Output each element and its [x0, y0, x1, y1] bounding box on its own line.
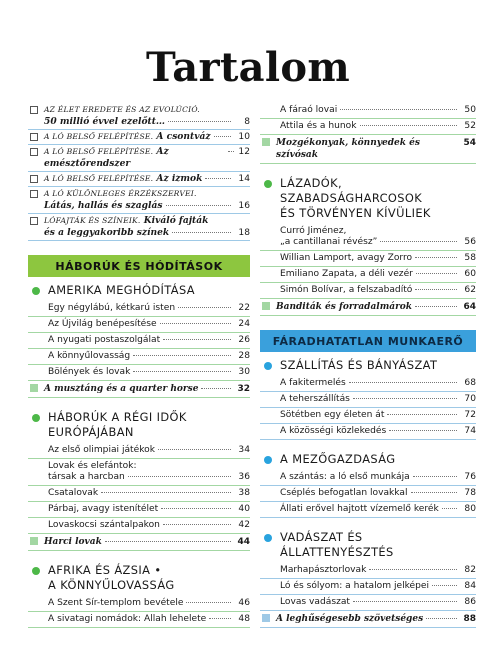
page-number: 28	[238, 351, 250, 361]
summary-title: A musztáng és a quarter horse	[44, 384, 199, 394]
toc-entry-title: Sötétben egy életen át	[280, 410, 385, 420]
section-title	[48, 563, 175, 593]
toc-entry[interactable]	[260, 283, 476, 299]
intro-entry-line	[44, 131, 250, 143]
intro-line-label	[44, 104, 200, 116]
page-number: 76	[464, 472, 476, 482]
toc-entry-title: Willian Lamport, avagy Zorro	[280, 253, 413, 263]
section-amerika	[28, 283, 250, 398]
italic-text: Látás, hallás és szaglás	[44, 200, 163, 211]
intro-line-label	[44, 200, 163, 212]
toc-entry[interactable]	[260, 579, 476, 595]
italic-text: és a leggyakoribb színek	[44, 227, 170, 238]
intro-list	[28, 103, 250, 241]
leader-dots	[172, 232, 231, 233]
leader-dots	[128, 476, 231, 477]
toc-entry-line	[48, 351, 250, 362]
page-number: 22	[238, 303, 250, 313]
page-number: 48	[238, 614, 250, 624]
toc-entry-title: Lovaskocsi szántalpakon	[48, 520, 160, 530]
intro-entry-line	[44, 104, 250, 116]
intro-entry-text	[44, 215, 250, 239]
toc-entry-line	[280, 394, 476, 405]
leader-dots	[166, 205, 232, 206]
leader-dots	[369, 569, 457, 570]
toc-entry[interactable]	[260, 486, 476, 502]
section-title-line: SZÁLLÍTÁS ÉS BÁNYÁSZAT	[280, 358, 438, 372]
intro-entry-text	[44, 173, 250, 185]
intro-entry[interactable]	[28, 172, 250, 187]
section-band-haboruk: HÁBORÚK ÉS HÓDÍTÁSOK	[28, 255, 250, 277]
intro-entry[interactable]	[28, 103, 250, 130]
toc-entry-line	[48, 445, 250, 456]
leader-dots	[353, 398, 457, 399]
leader-dots	[228, 151, 234, 152]
intro-entry-text	[44, 188, 250, 212]
page-number: 68	[464, 378, 476, 388]
toc-entry-title: Az Újvilág benépesítése	[48, 319, 157, 329]
toc-entry[interactable]	[28, 443, 250, 459]
toc-entry-line	[280, 597, 476, 608]
toc-entry-line	[280, 410, 476, 421]
toc-entry-line	[280, 581, 476, 592]
toc-entry[interactable]	[260, 408, 476, 424]
toc-entry-line	[48, 303, 250, 314]
leader-dots	[416, 273, 457, 274]
section-title	[48, 410, 187, 440]
toc-entry[interactable]	[260, 376, 476, 392]
leader-dots	[413, 476, 457, 477]
toc-entry-line	[280, 121, 476, 132]
toc-entry[interactable]	[28, 333, 250, 349]
leader-dots	[353, 601, 457, 602]
page-number: 82	[464, 565, 476, 575]
section-lazadok	[260, 176, 476, 316]
page-number: 62	[464, 285, 476, 295]
small-caps-text: LÓFAJTÁK ÉS SZÍNEIK.	[44, 216, 141, 225]
toc-entry[interactable]	[260, 424, 476, 440]
italic-text: Az izmok	[153, 173, 203, 184]
toc-entry-line	[48, 504, 250, 515]
toc-entry-line	[280, 472, 476, 483]
section-heading	[260, 358, 476, 373]
leader-dots	[360, 125, 457, 126]
toc-entry-title: A fakitermelés	[280, 378, 346, 388]
intro-line-label	[44, 116, 165, 128]
toc-entry-title: társak a harcban	[48, 472, 125, 482]
toc-entry-line	[280, 105, 476, 116]
intro-entry-text	[44, 131, 250, 143]
toc-entry-line	[280, 237, 476, 248]
leader-dots	[101, 492, 231, 493]
section-heading	[28, 410, 250, 440]
bullet-icon	[264, 534, 272, 542]
section-haboruk-europa	[28, 410, 250, 551]
intro-entry-line	[44, 215, 250, 227]
leader-dots	[442, 508, 457, 509]
toc-entry[interactable]	[260, 224, 476, 251]
square-marker-icon	[262, 614, 270, 622]
checkbox-icon	[30, 133, 38, 141]
leader-dots	[158, 449, 231, 450]
toc-entry[interactable]	[260, 502, 476, 518]
toc-entry[interactable]	[260, 392, 476, 408]
toc-entry-title: Az első olimpiai játékok	[48, 445, 155, 455]
section-heading	[260, 176, 476, 221]
toc-entry-line	[48, 367, 250, 378]
toc-right-column	[260, 103, 476, 628]
leader-dots	[209, 618, 231, 619]
italic-text: Az emésztőrendszer	[44, 146, 169, 169]
leader-dots	[340, 109, 457, 110]
toc-entry-line	[280, 426, 476, 437]
small-caps-text: A LÓ BELSŐ FELÉPÍTÉSE.	[44, 147, 154, 156]
toc-entry-line	[280, 378, 476, 389]
page-number: 46	[238, 598, 250, 608]
page-number: 26	[238, 335, 250, 345]
page-number: 24	[238, 319, 250, 329]
section-band-munkaero: FÁRADHATATLAN MUNKAERŐ	[260, 330, 476, 352]
page-number: 86	[464, 597, 476, 607]
italic-text: A csontváz	[153, 131, 211, 142]
toc-entry[interactable]	[260, 267, 476, 283]
intro-entry[interactable]	[28, 187, 250, 214]
toc-entry[interactable]	[260, 595, 476, 611]
page-number: 44	[237, 537, 250, 547]
intro-entry[interactable]	[28, 130, 250, 145]
section-title	[280, 452, 395, 467]
bullet-icon	[32, 287, 40, 295]
page-number: 8	[244, 117, 250, 127]
toc-entry[interactable]	[28, 518, 250, 534]
toc-entry[interactable]	[260, 470, 476, 486]
leader-dots	[205, 178, 231, 179]
toc-entry-title: Simón Bolívar, a felszabadító	[280, 285, 413, 295]
section-mezogazdasag	[260, 452, 476, 518]
small-caps-text: AZ ÉLET EREDETE ÉS AZ EVOLÚCIÓ.	[44, 105, 200, 114]
section-title-line: ÉS TÖRVÉNYEN KÍVÜLIEK	[280, 206, 431, 220]
leader-dots	[161, 508, 231, 509]
toc-entry-title: Lovak és elefántok:	[48, 461, 137, 471]
toc-entry-title: Cséplés befogatlan lovakkal	[280, 488, 408, 498]
section-continued	[260, 103, 476, 164]
leader-dots	[411, 492, 457, 493]
page-number: 40	[238, 504, 250, 514]
section-title-line: EURÓPÁJÁBAN	[48, 425, 134, 439]
page-number: 72	[464, 410, 476, 420]
intro-entry-text	[44, 104, 250, 128]
page-title: Tartalom	[146, 44, 350, 91]
toc-entry-line	[280, 488, 476, 499]
section-title-line: AFRIKA ÉS ÁZSIA •	[48, 563, 162, 577]
leader-dots	[178, 307, 231, 308]
intro-line-label	[44, 188, 197, 200]
intro-line-label	[44, 227, 169, 239]
toc-entry-title: A sivatagi nomádok: Allah lehelete	[48, 614, 207, 624]
leader-dots	[380, 241, 457, 242]
intro-entry[interactable]	[28, 145, 250, 172]
intro-entry-line	[44, 227, 250, 239]
leader-dots	[426, 618, 457, 619]
section-title-line: A MEZŐGAZDASÁG	[280, 452, 396, 466]
toc-entry-title: A fáraó lovai	[280, 105, 338, 115]
page-number: 14	[238, 174, 250, 184]
square-marker-icon	[30, 537, 38, 545]
intro-entry-line	[44, 146, 250, 170]
toc-entry-line	[280, 565, 476, 576]
section-heading	[260, 530, 476, 560]
intro-entry-line	[44, 188, 250, 200]
italic-text: Kiváló fajták	[140, 215, 209, 226]
toc-entry-line	[48, 488, 250, 499]
toc-entry-title: A szántás: a ló első munkája	[280, 472, 410, 482]
square-marker-icon	[262, 302, 270, 310]
toc-entry[interactable]	[28, 502, 250, 518]
leader-dots	[133, 355, 231, 356]
leader-dots	[415, 289, 457, 290]
toc-entry-title: „a cantillanai révész”	[280, 237, 378, 247]
section-title-line: VADÁSZAT ÉS ÁLLATTENYÉSZTÉS	[280, 530, 394, 559]
toc-entry-title: A közösségi közlekedés	[280, 426, 387, 436]
summary-entry[interactable]	[260, 611, 476, 628]
toc-entry-line	[48, 472, 250, 483]
leader-dots	[415, 257, 457, 258]
square-marker-icon	[262, 138, 270, 146]
toc-entry-title: Attila és a hunok	[280, 121, 357, 131]
page-number: 32	[237, 384, 250, 394]
section-title-line: LÁZADÓK, SZABADSÁGHARCOSOK	[280, 176, 423, 205]
square-marker-icon	[30, 384, 38, 392]
page-number: 10	[238, 132, 250, 142]
intro-entry-text	[44, 146, 250, 170]
section-title-line: HÁBORÚK A RÉGI IDŐK	[48, 410, 187, 424]
leader-dots	[201, 388, 231, 389]
small-caps-text: A LÓ BELSŐ FELÉPÍTÉSE.	[44, 174, 154, 183]
summary-title: Mozgékonyak, könnyedek és szívósak	[276, 138, 420, 160]
summary-entry[interactable]	[260, 299, 476, 316]
leader-dots	[186, 602, 231, 603]
section-title-line: A KÖNNYŰLOVASSÁG	[48, 578, 175, 592]
page-number: 70	[464, 394, 476, 404]
summary-entry[interactable]	[260, 135, 476, 164]
toc-entry[interactable]	[28, 612, 250, 628]
page-number: 74	[464, 426, 476, 436]
page-number: 36	[238, 472, 250, 482]
toc-entry-line	[280, 504, 476, 515]
toc-entry[interactable]	[28, 365, 250, 381]
page-number: 42	[238, 520, 250, 530]
bullet-icon	[32, 414, 40, 422]
toc-entry[interactable]	[260, 119, 476, 135]
toc-entry-title: Ló és sólyom: a hatalom jelképei	[280, 581, 430, 591]
leader-dots	[389, 430, 457, 431]
bullet-icon	[32, 567, 40, 575]
toc-entry-line	[280, 226, 476, 237]
section-title	[280, 530, 476, 560]
intro-entry[interactable]	[28, 214, 250, 241]
toc-entry-line	[280, 253, 476, 264]
leader-dots	[349, 382, 457, 383]
summary-entry[interactable]	[28, 381, 250, 398]
toc-entry-line	[280, 285, 476, 296]
toc-entry-line	[48, 520, 250, 531]
section-title	[48, 283, 195, 298]
toc-entry-title: A Szent Sír-templom bevétele	[48, 598, 184, 608]
leader-dots	[160, 323, 231, 324]
leader-dots	[163, 524, 231, 525]
page-number: 56	[464, 237, 476, 247]
page-number: 16	[238, 201, 250, 211]
checkbox-icon	[30, 106, 38, 114]
leader-dots	[214, 136, 231, 137]
toc-entry-line	[48, 598, 250, 609]
page-number: 78	[464, 488, 476, 498]
toc-entry[interactable]	[260, 251, 476, 267]
summary-title: Banditák és forradalmárok	[276, 302, 413, 312]
summary-entry[interactable]	[28, 534, 250, 551]
toc-entry[interactable]	[28, 349, 250, 365]
toc-entry-line	[280, 269, 476, 280]
intro-entry-line	[44, 173, 250, 185]
toc-left-column	[28, 103, 250, 628]
toc-entry-title: Lovas vadászat	[280, 597, 351, 607]
summary-title: A leghűségesebb szövetséges	[276, 614, 424, 624]
toc-entry-title: A nyugati postaszolgálat	[48, 335, 161, 345]
summary-title: Harci lovak	[44, 537, 102, 547]
section-heading	[28, 283, 250, 298]
toc-entry[interactable]	[260, 103, 476, 119]
section-title-line: AMERIKA MEGHÓDÍTÁSA	[48, 283, 195, 297]
toc-entry-title: Emiliano Zapata, a déli vezér	[280, 269, 413, 279]
page-number: 84	[464, 581, 476, 591]
page-number: 34	[238, 445, 250, 455]
italic-text: 50 millió évvel ezelőtt…	[44, 116, 166, 127]
leader-dots	[163, 339, 231, 340]
toc-entry[interactable]	[28, 317, 250, 333]
page-number: 80	[464, 504, 476, 514]
small-caps-text: A LÓ KÜLÖNLEGES ÉRZÉKSZERVEI.	[44, 189, 197, 198]
toc-entry[interactable]	[260, 563, 476, 579]
page-number: 50	[464, 105, 476, 115]
leader-dots	[168, 121, 231, 122]
toc-entry-title: Marhapásztorlovak	[280, 565, 367, 575]
page-number: 38	[238, 488, 250, 498]
section-szallitas	[260, 358, 476, 440]
toc-entry-title: Curró Jiménez,	[280, 226, 347, 236]
toc-entry-line	[48, 461, 250, 472]
checkbox-icon	[30, 148, 38, 156]
toc-entry-line	[48, 614, 250, 625]
page-number: 58	[464, 253, 476, 263]
toc-entry-title: A könnyűlovasság	[48, 351, 131, 361]
toc-entry-title: Egy négylábú, kétkarú isten	[48, 303, 176, 313]
section-afrika-azsia	[28, 563, 250, 628]
toc-entry-line	[48, 319, 250, 330]
bullet-icon	[264, 180, 272, 188]
intro-entry-line	[44, 116, 250, 128]
page-number: 30	[238, 367, 250, 377]
page-number: 18	[238, 228, 250, 238]
checkbox-icon	[30, 190, 38, 198]
intro-line-label	[44, 173, 202, 185]
intro-entry-line	[44, 200, 250, 212]
toc-entry-line	[48, 335, 250, 346]
page-number: 54	[463, 138, 476, 148]
toc-entry[interactable]	[28, 459, 250, 486]
intro-line-label	[44, 215, 208, 227]
toc-entry-title: Csatalovak	[48, 488, 99, 498]
leader-dots	[105, 541, 231, 542]
toc-entry-title: A teherszállítás	[280, 394, 350, 404]
page-number: 12	[238, 147, 250, 157]
small-caps-text: A LÓ BELSŐ FELÉPÍTÉSE.	[44, 132, 154, 141]
intro-line-label	[44, 146, 225, 170]
section-title	[280, 176, 476, 221]
bullet-icon	[264, 456, 272, 464]
toc-entry-title: Állati erővel hajtott vízemelő kerék	[280, 504, 439, 514]
checkbox-icon	[30, 217, 38, 225]
toc-entry[interactable]	[28, 596, 250, 612]
section-heading	[28, 563, 250, 593]
leader-dots	[432, 585, 457, 586]
toc-entry[interactable]	[28, 486, 250, 502]
page-number: 52	[464, 121, 476, 131]
leader-dots	[387, 414, 457, 415]
leader-dots	[133, 371, 231, 372]
section-title	[280, 358, 437, 373]
leader-dots	[415, 306, 457, 307]
page-number: 64	[463, 302, 476, 312]
checkbox-icon	[30, 175, 38, 183]
toc-entry-title: Bölények és lovak	[48, 367, 131, 377]
toc-entry-title: Párbaj, avagy istenítélet	[48, 504, 159, 514]
bullet-icon	[264, 362, 272, 370]
section-heading	[260, 452, 476, 467]
page-number: 60	[464, 269, 476, 279]
page-number: 88	[463, 614, 476, 624]
section-vadaszat	[260, 530, 476, 628]
toc-entry[interactable]	[28, 301, 250, 317]
intro-line-label	[44, 131, 211, 143]
